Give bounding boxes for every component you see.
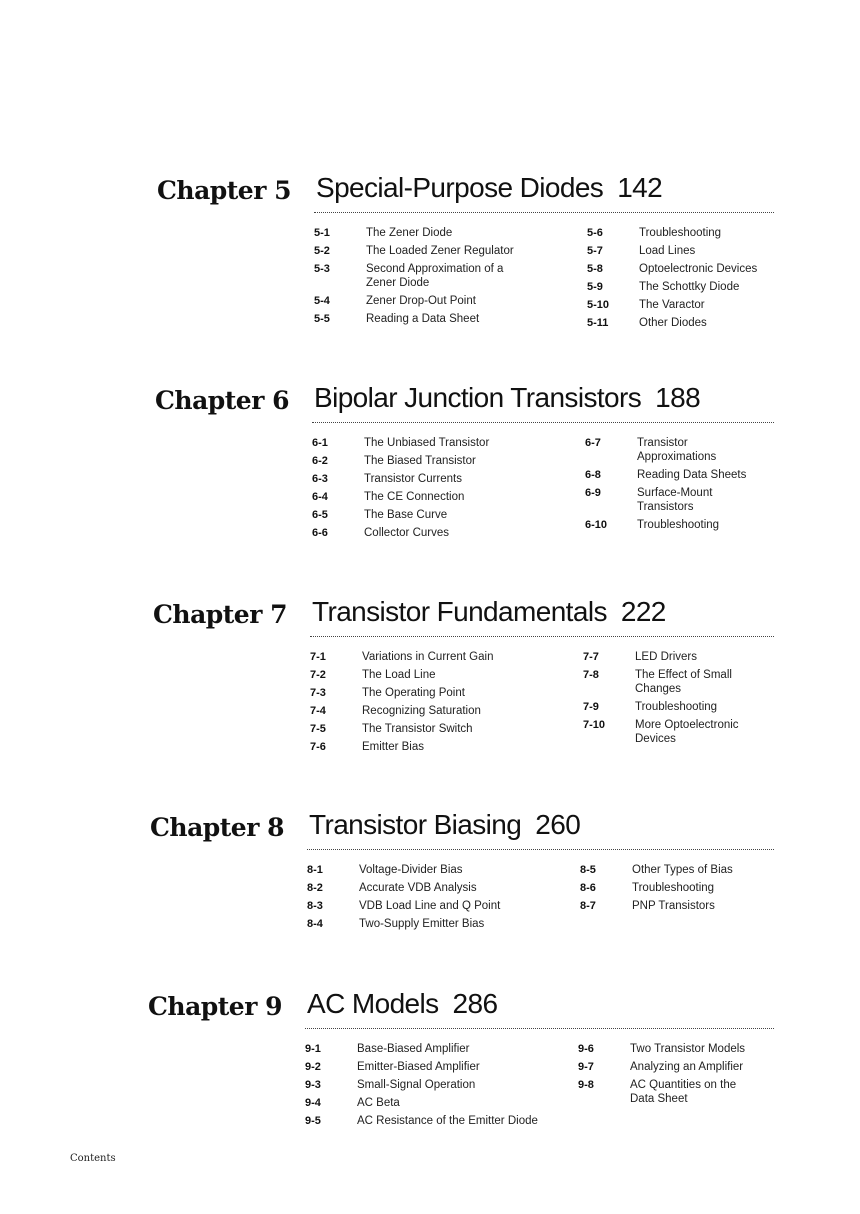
section-number: 6-3 [312, 473, 328, 485]
section-number: 6-1 [312, 437, 328, 449]
section-number: 9-7 [578, 1061, 594, 1073]
section-title: Recognizing Saturation [362, 705, 481, 717]
section-title: Other Types of Bias [632, 864, 733, 876]
section-title: The Load Line [362, 669, 436, 681]
section-title: PNP Transistors [632, 900, 715, 912]
section-entry [310, 668, 493, 682]
section-number: 6-5 [312, 509, 328, 521]
chapter-title [314, 382, 700, 414]
section-title: AC Resistance of the Emitter Diode [357, 1115, 538, 1127]
dotted-rule [312, 422, 774, 423]
section-entry [585, 518, 746, 532]
section-title: AC Quantities on the Data Sheet [630, 1079, 737, 1105]
section-entry [587, 298, 757, 312]
section-title: The Schottky Diode [639, 281, 740, 293]
section-entry [587, 316, 757, 330]
section-number: 8-6 [580, 882, 596, 894]
dotted-rule [310, 636, 774, 637]
section-number: 5-4 [314, 295, 330, 307]
section-title: Second Approximation of a Zener Diode [366, 263, 504, 289]
section-title: Troubleshooting [635, 701, 718, 713]
section-number: 9-4 [305, 1097, 321, 1109]
section-number: 5-2 [314, 245, 330, 257]
section-entry [312, 526, 489, 540]
chapter-page-number: 142 [617, 172, 663, 203]
section-title: More Optoelectronic Devices [635, 719, 739, 745]
section-entry [583, 700, 739, 714]
chapter-page-number: 260 [535, 809, 581, 840]
section-number: 5-5 [314, 313, 330, 325]
section-number: 9-5 [305, 1115, 321, 1127]
chapter-label: Chapter 9 [148, 992, 282, 1021]
section-entry [585, 468, 746, 482]
section-entry [310, 686, 493, 700]
chapter-page-number: 222 [620, 596, 666, 627]
section-number: 7-6 [310, 741, 326, 753]
section-column-right [580, 863, 733, 917]
section-title: The Zener Diode [366, 227, 453, 239]
section-number: 7-3 [310, 687, 326, 699]
section-title: Optoelectronic Devices [639, 263, 758, 275]
section-entry [578, 1042, 745, 1056]
footer-running-head: Contents [70, 1153, 116, 1164]
chapter-title [309, 809, 580, 841]
chapter-title [307, 988, 497, 1020]
section-number: 7-5 [310, 723, 326, 735]
section-title: Zener Drop-Out Point [366, 295, 476, 307]
section-title: AC Beta [357, 1097, 400, 1109]
section-number: 5-6 [587, 227, 603, 239]
section-title: Transistor Approximations [637, 437, 717, 463]
chapter-title-text: Special-Purpose Diodes [316, 172, 604, 203]
section-title: Reading a Data Sheet [366, 313, 480, 325]
section-entry [307, 881, 500, 895]
section-number: 9-2 [305, 1061, 321, 1073]
section-number: 7-9 [583, 701, 599, 713]
section-number: 7-1 [310, 651, 326, 663]
section-entry [312, 472, 489, 486]
section-entry [310, 650, 493, 664]
section-title: The Operating Point [362, 687, 465, 699]
section-number: 6-9 [585, 487, 601, 499]
section-title: Two-Supply Emitter Bias [359, 918, 485, 930]
section-number: 7-2 [310, 669, 326, 681]
chapter-title [316, 172, 662, 204]
section-entry [312, 436, 489, 450]
section-title: The Effect of Small Changes [635, 669, 732, 695]
section-entry [314, 312, 514, 326]
section-number: 9-3 [305, 1079, 321, 1091]
section-number: 6-8 [585, 469, 601, 481]
section-title: Transistor Currents [364, 473, 462, 485]
section-number: 6-4 [312, 491, 328, 503]
section-number: 7-8 [583, 669, 599, 681]
section-number: 5-8 [587, 263, 603, 275]
chapter-title-text: Transistor Biasing [309, 809, 522, 840]
section-number: 8-5 [580, 864, 596, 876]
section-entry [310, 722, 493, 736]
section-column-right [583, 650, 739, 750]
section-column-left [314, 226, 514, 330]
section-entry [312, 490, 489, 504]
dotted-rule [305, 1028, 774, 1029]
section-entry [580, 881, 733, 895]
chapter-label: Chapter 5 [157, 176, 291, 205]
section-title: Variations in Current Gain [362, 651, 494, 663]
section-title: Accurate VDB Analysis [359, 882, 477, 894]
section-title: Surface-Mount Transistors [637, 487, 713, 513]
section-entry [314, 244, 514, 258]
section-number: 9-1 [305, 1043, 321, 1055]
section-entry [307, 863, 500, 877]
section-title: The Biased Transistor [364, 455, 476, 467]
section-number: 7-10 [583, 719, 606, 731]
dotted-rule [307, 849, 774, 850]
section-title: Analyzing an Amplifier [630, 1061, 744, 1073]
chapter-label: Chapter 8 [150, 813, 284, 842]
section-number: 8-3 [307, 900, 323, 912]
section-title: Load Lines [639, 245, 696, 257]
chapter-label: Chapter 6 [155, 386, 289, 415]
dotted-rule [314, 212, 774, 213]
section-title: Small-Signal Operation [357, 1079, 476, 1091]
section-number: 7-7 [583, 651, 599, 663]
section-entry [580, 863, 733, 877]
section-title: The Loaded Zener Regulator [366, 245, 514, 257]
section-number: 9-6 [578, 1043, 594, 1055]
section-title: The CE Connection [364, 491, 465, 503]
section-entry [585, 436, 746, 464]
section-column-left [307, 863, 500, 935]
section-title: The Unbiased Transistor [364, 437, 490, 449]
section-number: 5-1 [314, 227, 330, 239]
section-number: 8-1 [307, 864, 323, 876]
section-title: VDB Load Line and Q Point [359, 900, 501, 912]
section-number: 8-7 [580, 900, 596, 912]
section-entry [305, 1096, 538, 1110]
section-column-right [587, 226, 757, 334]
chapter-title [312, 596, 666, 628]
section-entry [305, 1060, 538, 1074]
section-number: 5-7 [587, 245, 603, 257]
section-entry [307, 917, 500, 931]
section-title: Reading Data Sheets [637, 469, 747, 481]
section-title: Troubleshooting [632, 882, 715, 894]
section-title: Other Diodes [639, 317, 707, 329]
section-number: 6-10 [585, 519, 608, 531]
chapter-title-text: AC Models [307, 988, 439, 1019]
section-number: 9-8 [578, 1079, 594, 1091]
section-number: 5-10 [587, 299, 610, 311]
section-title: Troubleshooting [639, 227, 722, 239]
section-column-left [305, 1042, 538, 1132]
section-entry [314, 226, 514, 240]
chapter-page-number: 188 [655, 382, 701, 413]
section-number: 6-7 [585, 437, 601, 449]
section-title: Two Transistor Models [630, 1043, 746, 1055]
section-number: 6-6 [312, 527, 328, 539]
section-entry [587, 280, 757, 294]
section-entry [312, 454, 489, 468]
section-number: 7-4 [310, 705, 326, 717]
section-entry [314, 294, 514, 308]
section-entry [587, 262, 757, 276]
section-entry [578, 1078, 745, 1106]
section-entry [585, 486, 746, 514]
section-entry [587, 226, 757, 240]
section-title: The Varactor [639, 299, 705, 311]
section-number: 8-4 [307, 918, 323, 930]
section-title: LED Drivers [635, 651, 697, 663]
section-entry [310, 704, 493, 718]
section-title: Emitter-Biased Amplifier [357, 1061, 480, 1073]
section-number: 6-2 [312, 455, 328, 467]
section-entry [583, 718, 739, 746]
section-entry [314, 262, 514, 290]
section-title: Base-Biased Amplifier [357, 1043, 470, 1055]
chapter-title-text: Transistor Fundamentals [312, 596, 607, 627]
section-entry [305, 1114, 538, 1128]
section-entry [583, 650, 739, 664]
section-title: Collector Curves [364, 527, 449, 539]
section-column-right [585, 436, 746, 536]
chapter-page-number: 286 [452, 988, 498, 1019]
section-number: 5-3 [314, 263, 330, 275]
section-entry [583, 668, 739, 696]
section-entry [587, 244, 757, 258]
section-entry [310, 740, 493, 754]
section-column-left [312, 436, 489, 544]
section-entry [578, 1060, 745, 1074]
section-entry [305, 1042, 538, 1056]
section-entry [312, 508, 489, 522]
chapter-title-text: Bipolar Junction Transistors [314, 382, 642, 413]
section-title: The Transistor Switch [362, 723, 473, 735]
section-number: 5-11 [587, 317, 609, 329]
section-title: Emitter Bias [362, 741, 424, 753]
section-column-right [578, 1042, 745, 1110]
section-number: 8-2 [307, 882, 323, 894]
section-column-left [310, 650, 493, 758]
section-title: Voltage-Divider Bias [359, 864, 463, 876]
section-title: The Base Curve [364, 509, 448, 521]
section-entry [307, 899, 500, 913]
section-entry [580, 899, 733, 913]
chapter-label: Chapter 7 [153, 600, 287, 629]
section-entry [305, 1078, 538, 1092]
section-number: 5-9 [587, 281, 603, 293]
section-title: Troubleshooting [637, 519, 720, 531]
